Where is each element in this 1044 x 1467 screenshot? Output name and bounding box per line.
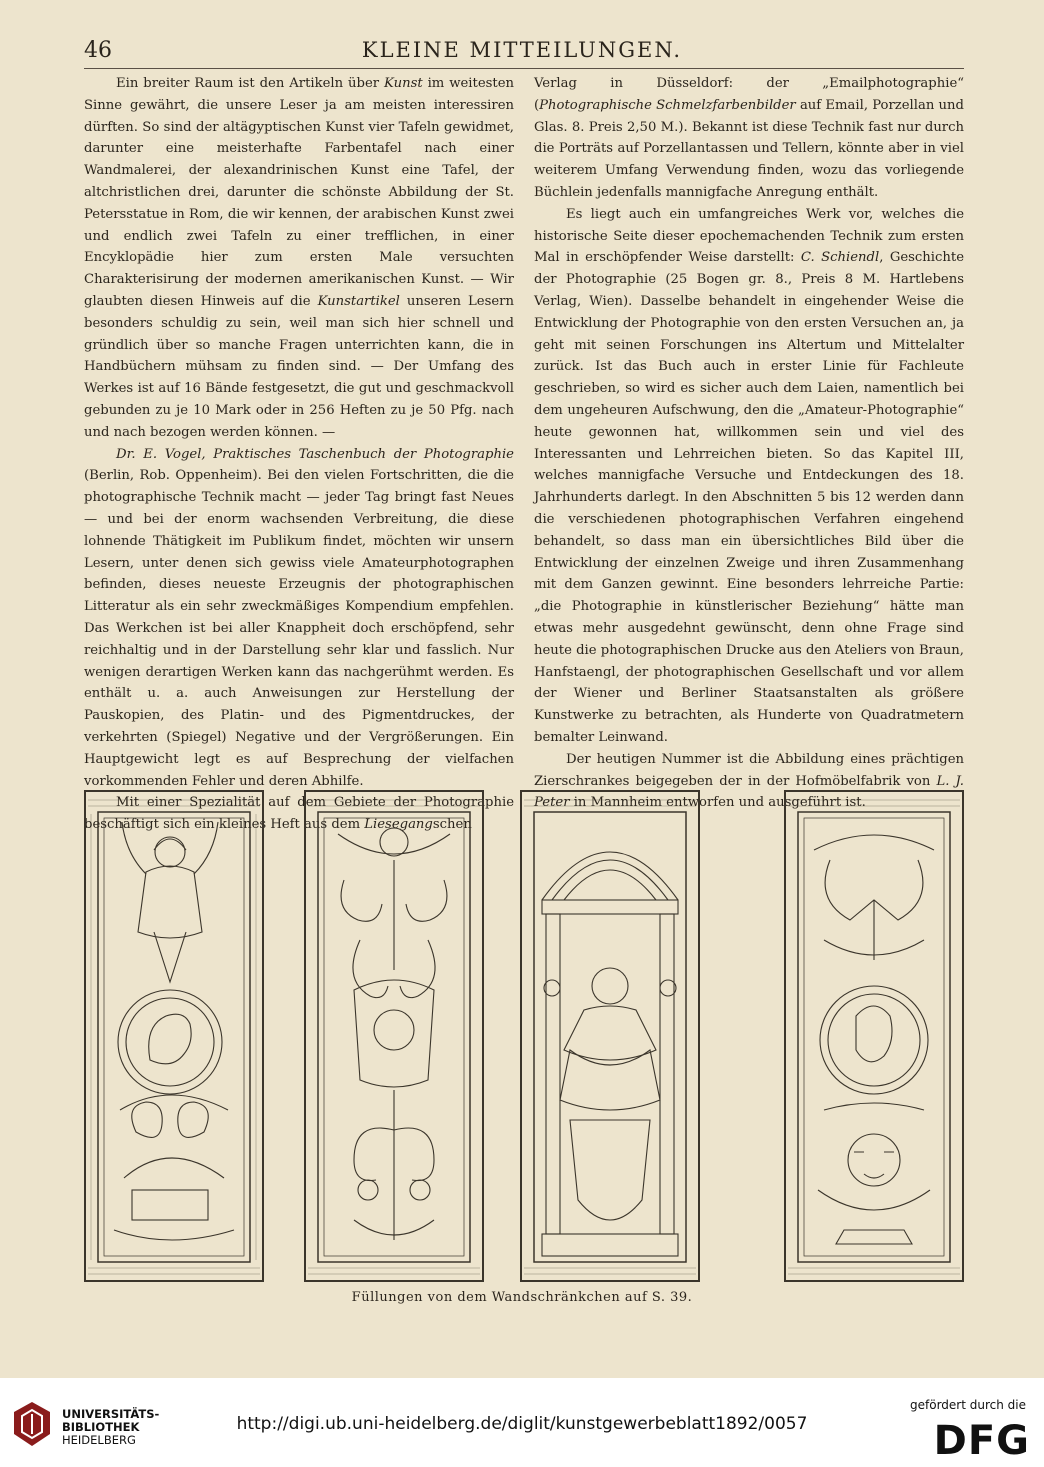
paragraph-emailphotographie: Verlag in Düsseldorf: der „Emailphotographie“ (Photographische Schmelzfarbenbilder auf Email, Porzellan und Glas. 8. Preis 2,50 M.). Bekannt ist diese Technik fast nur durch die Porträts auf Porzellantassen und Tellern, könnte aber in viel weiterem Umfang Verwendung finden, wozu das vorliegende Büchlein jedenfalls mannigfache Anregung enthält. [534,76,964,200]
running-title: KLEINE MITTEILUNGEN. [361,38,683,62]
paragraph-kunst-articles: Ein breiter Raum ist den Artikeln über Kunst im weitesten Sinne gewährt, die unsere Leser ja am meisten interessiren dürften. So sind der altägyptischen Kunst vier Tafeln gewidmet, darunter eine meisterhafte Farbentafel nach einer Wandmalerei, der alexandrinischen Kunst eine Tafel, der altchristlichen drei, darunter die schönste Abbildung der St. Petersstatue in Rom, die wir kennen, der arabischen Kunst zwei und endlich zwei Tafeln zu einer trefflichen, in einer Encyklopädie hier zum ersten Male versuchten Charakterisirung der modernen amerikanischen Kunst. — Wir glaubten diesen Hinweis auf die Kunstartikel unseren Lesern besonders schuldig zu sein, weil man sich hier schnell und gründlich über so manche Fragen unterrichten kann, die in Handbüchern mühsam zu finden sind. — Der Umfang des Werkes ist auf 16 Bände festgesetzt, die gut und geschmackvoll gebunden zu je 10 Mark oder in 256 Heften zu je 50 Pfg. nach und nach bezogen werden können. — [84,76,514,440]
carved-panel-herm [84,790,264,1282]
page-number: 46 [84,38,112,63]
paragraph-liesegang: Mit einer Spezialität auf dem Gebiete der Photographie beschäftigt sich ein kleines Heft aus dem Liesegangschen [84,795,514,833]
paragraph-vogel-review: Dr. E. Vogel, Praktisches Taschenbuch der Photographie (Berlin, Rob. Oppenheim). Bei den vielen Fortschritten, die die photographische Technik macht — jeder Tag bringt fast Neues — und bei der enorm wachsenden Verbreitung, die diese lohnende Thätigkeit im Publikum findet, möchten wir unsern Lesern, unter denen sich gewiss viele Amateurphotographen befinden, dieses neueste Erzeugnis der photographischen Litteratur als ein sehr zweckmäßiges Kompendium empfehlen. Das Werkchen ist bei aller Knappheit doch erschöpfend, sehr reichhaltig und in der Darstellung sehr klar und fasslich. Nur wenigen derartigen Werken kann das nachgerühmt werden. Es enthält u. a. auch Anweisungen zur Herstellung der Pauskopien, des Platin- und des Pigmentdruckes, der verkehrten (Spiegel) Negative und der Vergrößerungen. Ein Hauptgewicht legt es auf Besprechung der vielfachen vorkommenden Fehler und deren Abhilfe. [84,446,514,789]
paragraph-zierschrank: Der heutigen Nummer ist die Abbildung eines prächtigen Zierschrankes beigegeben der in der Hofmöbelfabrik von L. J. Peter in Mannheim entworfen und ausgeführt ist. [534,751,964,811]
left-column [84,73,514,836]
paragraph-schiendl: Es liegt auch ein umfangreiches Werk vor, welches die historische Seite dieser epochemachenden Technik zum ersten Mal in erschöpfender Weise darstellt: C. Schiendl, Geschichte der Photographie (25 Bogen gr. 8., Preis 8 M. Hartlebens Verlag, Wien). Dasselbe behandelt in eingehender Weise die Entwicklung der Photographie von den ersten Versuchen an, ja geht mit seinen Forschungen ins Altertum und Mittelalter zurück. Ist das Buch auch in erster Linie für Fachleute geschrieben, so wird es sicher auch dem Laien, namentlich bei dem ungeheuren Aufschwung, den die „Amateur-Photographie“ heute gewonnen hat, willkommen sein und viel des Interessanten und Lehrreichen bieten. So das Kapitel III, welches mannigfache Versuche und Entdeckungen des 18. Jahrhunderts darlegt. In den Abschnitten 5 bis 12 werden dann die verschiedenen photographischen Verfahren eingehend behandelt, so dass man ein übersichtliches Bild über die Entwicklung der einzelnen Zweige und ihren Zusammenhang mit dem Ganzen gewinnt. Eine besonders lehrreiche Partie: „die Photographie in künstlerischer Beziehung“ hätte man etwas mehr ausgedehnt gewünscht, denn ohne Frage sind heute die photographischen Drucke aus den Ateliers von Braun, Hanfstaengl, der photographischen Gesellschaft und vor allem der Wiener und Berliner Staatsanstalten als größere Kunstwerke zu betrachten, als Hunderte von Quadratmetern bemalter Leinwand. [534,206,964,745]
carved-panel-niche-figure [520,790,700,1282]
library-name: UNIVERSITÄTS- BIBLIOTHEK HEIDELBERG [62,1407,160,1447]
source-url-link[interactable]: http://digi.ub.uni-heidelberg.de/diglit/kunstgewerbeblatt1892/0057 [236,1414,808,1434]
header-rule [84,68,964,69]
carved-panel-scrollwork [304,790,484,1282]
funding-note: gefördert durch die [910,1398,1026,1412]
digitization-footer [0,1378,1044,1467]
figure-caption: Füllungen von dem Wandschränkchen auf S. 39. [351,1290,693,1305]
engraving-figures [84,790,964,1282]
right-column [534,73,964,814]
carved-panel-eagle-medallion [784,790,964,1282]
dfg-logo: DFG [933,1418,1030,1464]
